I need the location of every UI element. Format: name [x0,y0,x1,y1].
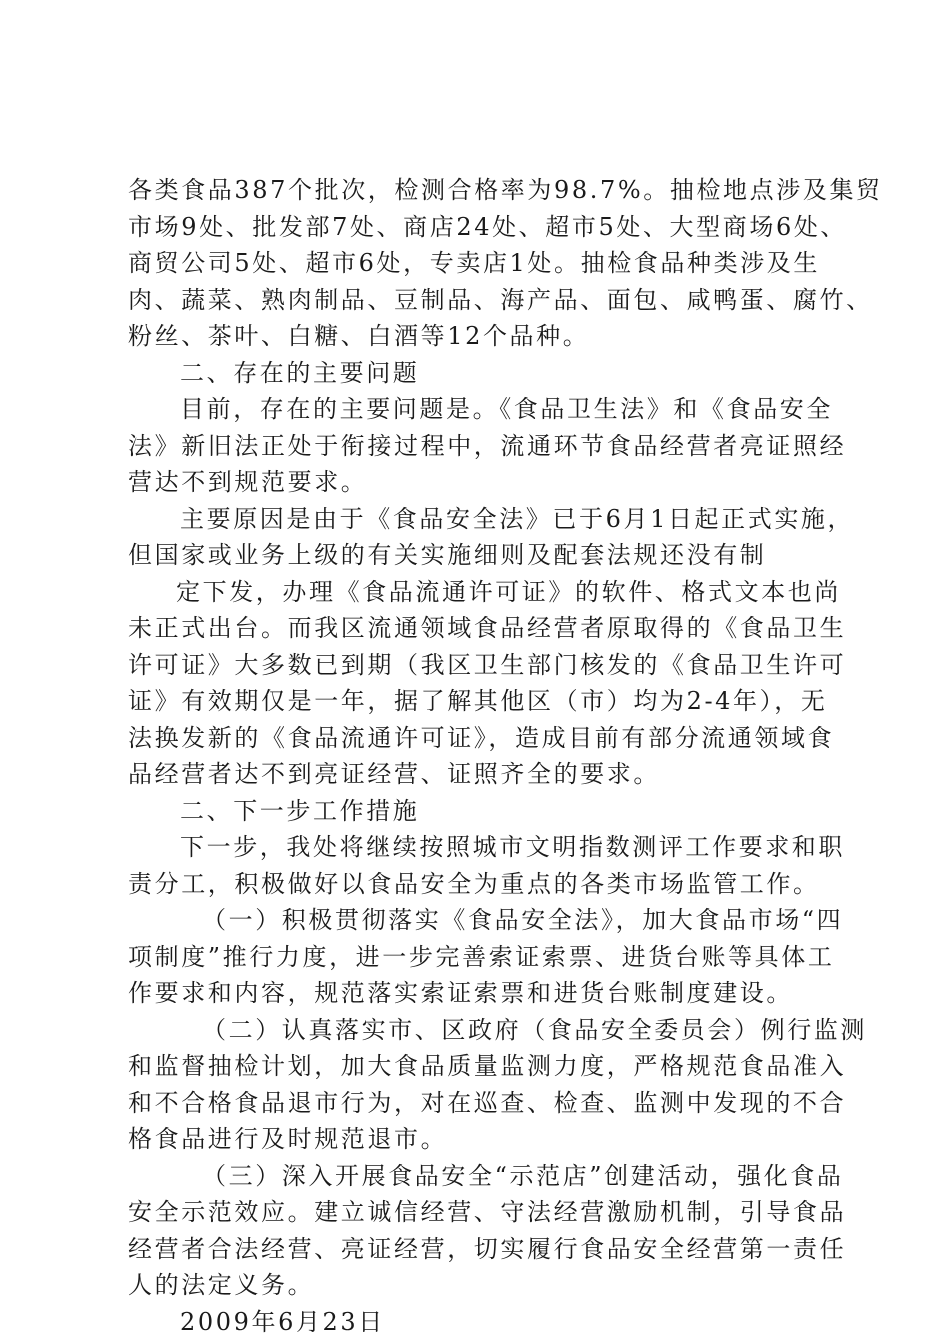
text-line: 目前，存在的主要问题是。《食品卫生法》和《食品安全 [180,395,833,423]
text-line: 作要求和内容，规范落实索证索票和进货台账制度建设。 [128,979,793,1007]
text-line: 和不合格食品退市行为，对在巡查、检查、监测中发现的不合 [128,1088,847,1117]
text-line: 粉丝、茶叶、白糖、白酒等12个品种。 [128,322,590,350]
section-heading: 二、下一步工作措施 [180,796,420,825]
text-line: （二）认真落实市、区政府（食品安全委员会）例行监测 [202,1015,867,1044]
text-line: 经营者合法经营、亮证经营，切实履行食品安全经营第一责任 [128,1234,847,1263]
text-line: 肉、蔬菜、熟肉制品、豆制品、海产品、面包、咸鸭蛋、腐竹、 [128,285,873,314]
text-line: 市场9处、批发部7处、商店24处、超市5处、大型商场6处、 [128,212,848,241]
text-line: 但国家或业务上级的有关实施细则及配套法规还没有制 [128,541,767,569]
text-line: （三）深入开展食品安全“示范店”创建活动，强化食品 [202,1161,844,1190]
text-line: 安全示范效应。建立诚信经营、守法经营激励机制，引导食品 [128,1198,847,1226]
document-body [128,172,883,1340]
text-line: 法》新旧法正处于衔接过程中，流通环节食品经营者亮证照经 [128,431,847,460]
text-line: 许可证》大多数已到期（我区卫生部门核发的《食品卫生许可 [128,650,847,679]
text-line: 品经营者达不到亮证经营、证照齐全的要求。 [128,760,660,788]
text-line: 定下发，办理《食品流通许可证》的软件、格式文本也尚 [176,577,841,606]
text-line: 和监督抽检计划，加大食品质量监测力度，严格规范食品准入 [128,1052,847,1080]
document-date: 2009年6月23日 [180,1307,385,1336]
text-line: 下一步，我处将继续按照城市文明指数测评工作要求和职 [180,833,845,861]
text-line: （一）积极贯彻落实《食品安全法》，加大食品市场“四 [202,906,844,934]
text-line: 商贸公司5处、超市6处，专卖店1处。抽检食品种类涉及生 [128,249,821,277]
text-line: 主要原因是由于《食品安全法》已于6月1日起正式实施， [180,504,855,533]
text-line: 责分工，积极做好以食品安全为重点的各类市场监管工作。 [128,869,820,898]
text-line: 人的法定义务。 [128,1271,315,1299]
section-heading: 二、存在的主要问题 [180,358,420,387]
text-line: 项制度”推行力度，进一步完善索证索票、进货台账等具体工 [128,942,835,971]
text-line: 未正式出台。而我区流通领域食品经营者原取得的《食品卫生 [128,614,847,642]
text-line: 格食品进行及时规范退市。 [128,1125,448,1153]
text-line: 证》有效期仅是一年，据了解其他区（市）均为2-4年），无 [128,687,828,715]
text-line: 各类食品387个批次，检测合格率为98.7%。抽检地点涉及集贸 [128,176,883,204]
text-line: 营达不到规范要求。 [128,468,368,496]
text-line: 法换发新的《食品流通许可证》，造成目前有部分流通领域食 [128,723,835,752]
